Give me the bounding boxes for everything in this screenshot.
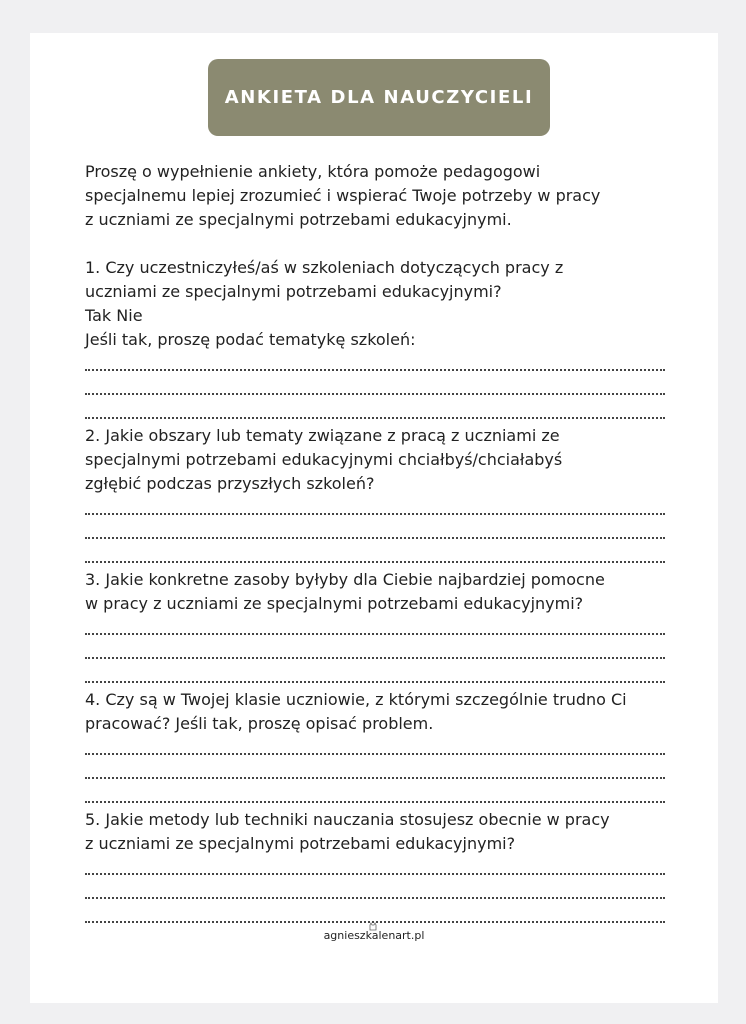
answer-line[interactable] <box>85 520 665 544</box>
question-5-text: z uczniami ze specjalnymi potrzebami edukacyjnymi? <box>85 834 516 853</box>
survey-content <box>85 160 665 928</box>
question-2-text: zgłębić podczas przyszłych szkoleń? <box>85 474 375 493</box>
question-3-text: w pracy z uczniami ze specjalnymi potrzebami edukacyjnymi? <box>85 594 584 613</box>
question-1-options: Tak Nie <box>85 306 143 325</box>
question-2 <box>85 424 665 568</box>
answer-line[interactable] <box>85 616 665 640</box>
page-title: ANKIETA DLA NAUCZYCIELI <box>224 87 534 108</box>
answer-line[interactable] <box>85 784 665 808</box>
intro-paragraph <box>85 160 665 232</box>
worksheet-page <box>30 33 718 1003</box>
intro-line: specjalnemu lepiej zrozumieć i wspierać Twoje potrzeby w pracy <box>85 186 601 205</box>
answer-line[interactable] <box>85 640 665 664</box>
answer-line[interactable] <box>85 376 665 400</box>
question-1-followup: Jeśli tak, proszę podać tematykę szkoleń: <box>85 330 416 349</box>
question-2-text: specjalnymi potrzebami edukacyjnymi chciałbyś/chciałabyś <box>85 450 563 469</box>
title-badge <box>208 59 550 136</box>
answer-line[interactable] <box>85 760 665 784</box>
question-5 <box>85 808 665 928</box>
intro-line: Proszę o wypełnienie ankiety, która pomoże pedagogowi <box>85 162 541 181</box>
question-5-text: 5. Jakie metody lub techniki nauczania stosujesz obecnie w pracy <box>85 810 610 829</box>
footer-url: agnieszkalenart.pl <box>323 929 425 942</box>
question-4-text: pracować? Jeśli tak, proszę opisać problem. <box>85 714 434 733</box>
question-3 <box>85 568 665 688</box>
question-1 <box>85 256 665 424</box>
question-4-text: 4. Czy są w Twojej klasie uczniowie, z którymi szczególnie trudno Ci <box>85 690 627 709</box>
answer-line[interactable] <box>85 352 665 376</box>
answer-line[interactable] <box>85 400 665 424</box>
question-1-text: 1. Czy uczestniczyłeś/aś w szkoleniach dotyczących pracy z <box>85 258 564 277</box>
intro-line: z uczniami ze specjalnymi potrzebami edukacyjnymi. <box>85 210 512 229</box>
question-1-text: uczniami ze specjalnymi potrzebami edukacyjnymi? <box>85 282 502 301</box>
question-3-text: 3. Jakie konkretne zasoby byłyby dla Ciebie najbardziej pomocne <box>85 570 605 589</box>
question-2-text: 2. Jakie obszary lub tematy związane z pracą z uczniami ze <box>85 426 560 445</box>
answer-line[interactable] <box>85 544 665 568</box>
answer-line[interactable] <box>85 856 665 880</box>
answer-line[interactable] <box>85 496 665 520</box>
question-4 <box>85 688 665 808</box>
answer-line[interactable] <box>85 880 665 904</box>
answer-line[interactable] <box>85 664 665 688</box>
answer-line[interactable] <box>85 736 665 760</box>
